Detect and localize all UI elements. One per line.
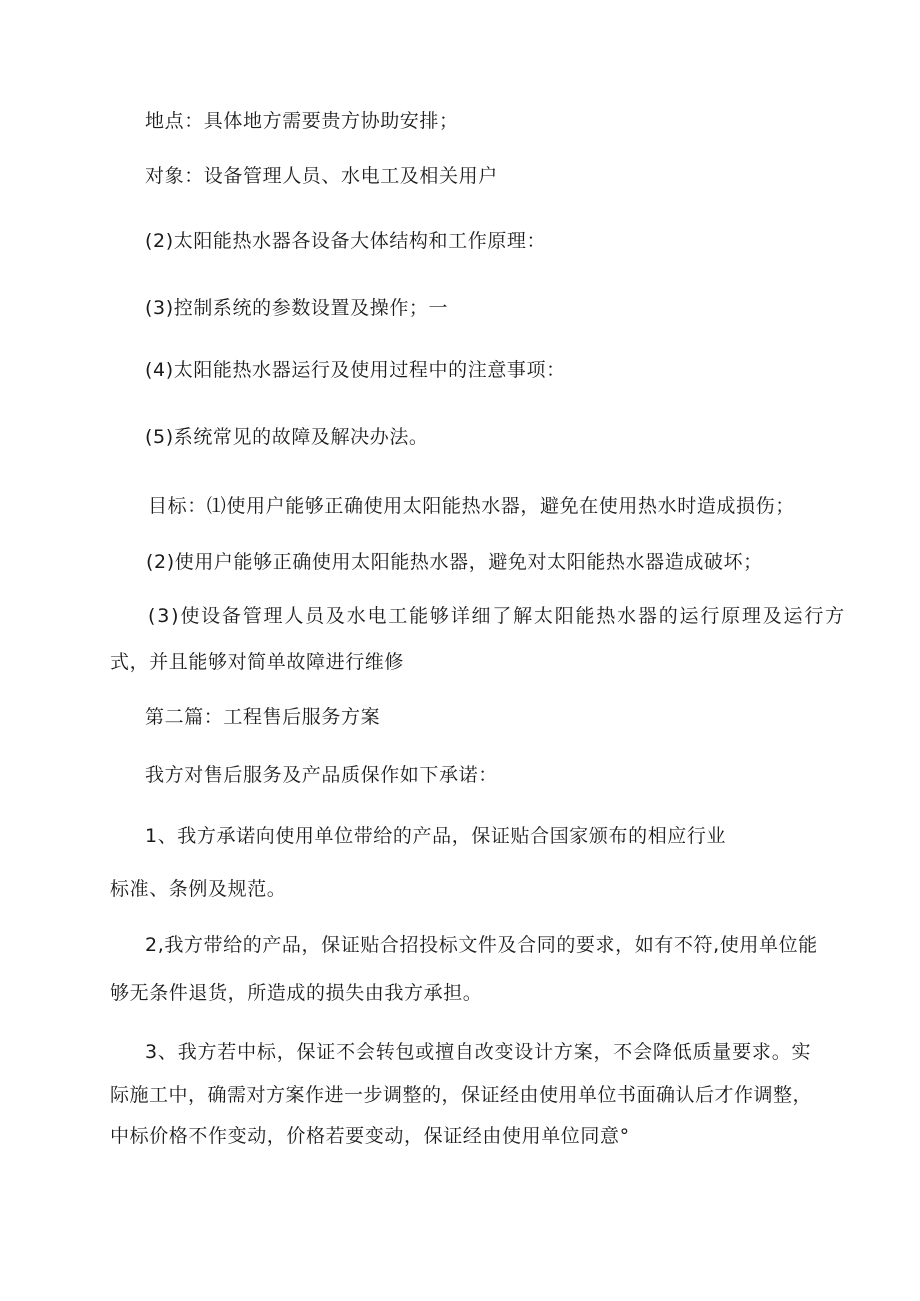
training-item-3: (3)控制系统的参数设置及操作；一 — [145, 297, 449, 319]
goal-item-3: (3)使设备管理人员及水电工能够详细了解太阳能热水器的运行原理及运行方 — [148, 605, 846, 627]
commitment-intro: 我方对售后服务及产品质保作如下承诺： — [145, 764, 498, 786]
commitment-3: 3、我方若中标，保证不会转包或擅自改变设计方案，不会降低质量要求。实 — [145, 1041, 812, 1063]
goal-item-2: (2)使用户能够正确使用太阳能热水器，避免对太阳能热水器造成破坏； — [146, 551, 763, 573]
training-item-5: (5)系统常见的故障及解决办法。 — [145, 426, 429, 448]
audience-line: 对象：设备管理人员、水电工及相关用户 — [145, 165, 498, 187]
location-line: 地点：具体地方需要贵方协助安排； — [145, 110, 459, 132]
section-heading: 第二篇：工程售后服务方案 — [145, 706, 381, 728]
goal-item-1: 目标：⑴使用户能够正确使用太阳能热水器，避免在使用热水时造成损伤； — [148, 495, 795, 517]
commitment-1-continued: 标准、条例及规范。 — [110, 878, 287, 900]
commitment-2-continued: 够无条件退货，所造成的损失由我方承担。 — [110, 982, 483, 1004]
training-item-4: (4)太阳能热水器运行及使用过程中的注意事项： — [145, 359, 566, 381]
commitment-2: 2,我方带给的产品，保证贴合招投标文件及合同的要求，如有不符,使用单位能 — [145, 934, 818, 956]
goal-item-3-continued: 式，并且能够对简单故障进行维修 — [110, 651, 405, 673]
commitment-3-continued: 际施工中，确需对方案作进一步调整的，保证经由使用单位书面确认后才作调整， — [110, 1084, 813, 1106]
training-item-2: (2)太阳能热水器各设备大体结构和工作原理： — [145, 230, 547, 252]
commitment-1: 1、我方承诺向使用单位带给的产品，保证贴合国家颁布的相应行业 — [145, 825, 727, 847]
commitment-3-continued-2: 中标价格不作变动，价格若要变动，保证经由使用单位同意° — [110, 1125, 630, 1147]
